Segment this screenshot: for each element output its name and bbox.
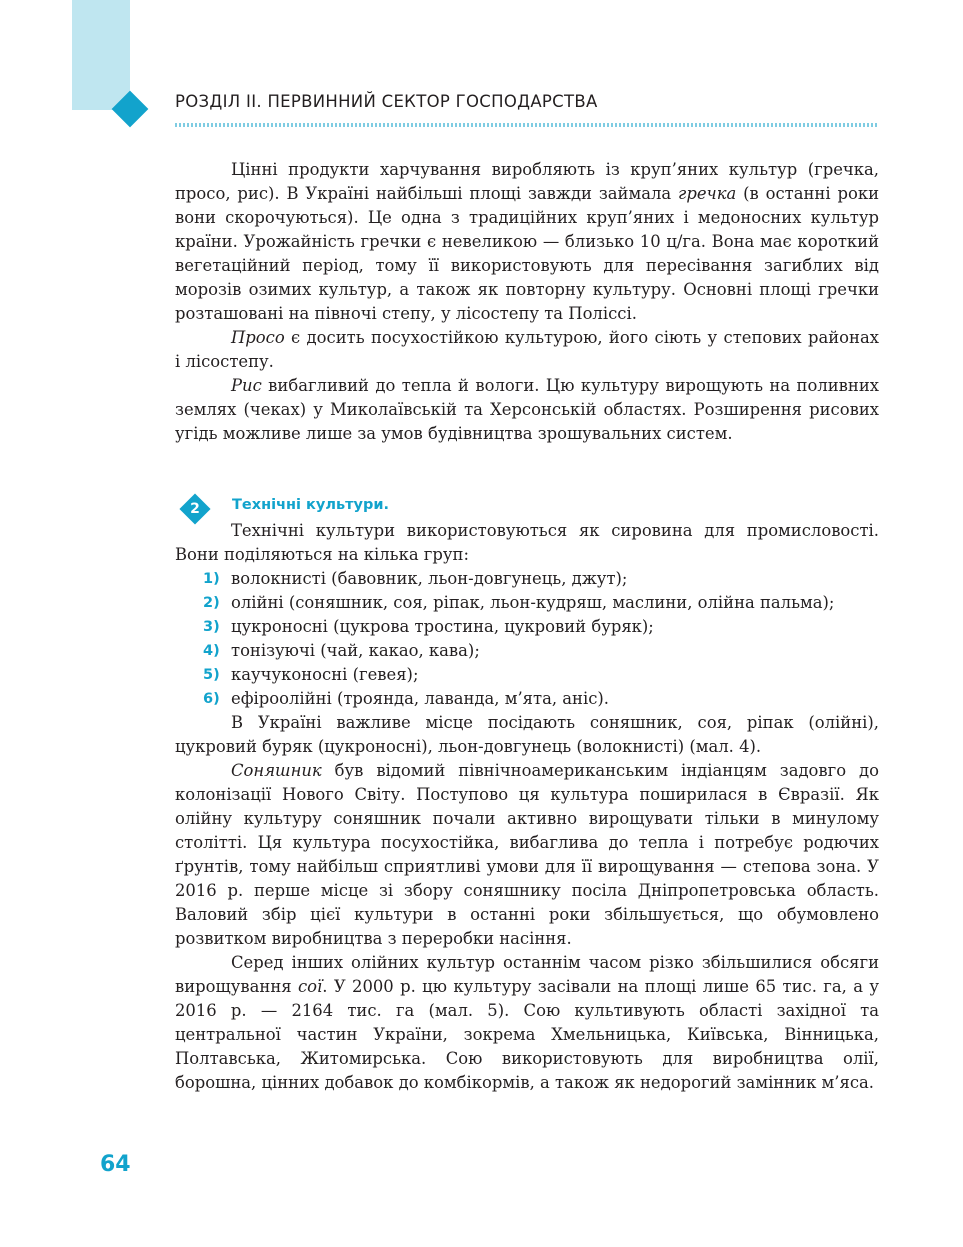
corner-tab-decoration — [72, 0, 130, 110]
text-block-industrial-crops — [175, 519, 879, 1095]
section-title: Технічні культури. — [232, 497, 390, 513]
list-item-text: ефіроолійні (троянда, лаванда, м’ята, аніс). — [231, 689, 610, 708]
term-soy: сої — [297, 977, 323, 996]
header-dotted-rule — [175, 123, 879, 127]
list-number: 1) — [203, 571, 220, 587]
list-number: 5) — [203, 667, 220, 683]
list-item — [175, 567, 879, 591]
list-number: 2) — [203, 595, 220, 611]
text-span: був відомий північноамериканським індіанцям задовго до колонізації Нового Світу. Поступово ця культура поширилася в Євразії. Як олійну культуру соняшник почали активно вирощувати тільки в минулому столітті. Ця культура посухостійка, вибаглива до тепла і потребує родючих ґрунтів, тому найбільш сприятливі умови для її вирощування — степова зона. У 2016 р. перше місце зі збору соняшнику посіла Дніпропетровська область. Валовий збір цієї культури в останні роки збільшується, що обумовлено розвитком виробництва з переробки насіння. — [175, 761, 879, 948]
text-span: Цінні продукти харчування виробляють із круп’яних культур (гречка, просо, рис). В Україні найбільші площі завжди займала — [175, 160, 879, 203]
list-item — [175, 663, 879, 687]
term-buckwheat: гречка — [678, 184, 737, 203]
text-span: є досить посухостійкою культурою, його сіють у степових районах і лісостепу. — [175, 328, 879, 371]
paragraph-soy — [175, 951, 879, 1095]
term-rice: Рис — [231, 376, 262, 395]
paragraph-grains — [175, 158, 879, 326]
section-number: 2 — [190, 501, 200, 517]
list-number: 4) — [203, 643, 220, 659]
term-millet: Просо — [231, 328, 285, 347]
list-item-text: олійні (соняшник, соя, ріпак, льон-кудряш, маслини, олійна пальма); — [231, 593, 835, 612]
paragraph-millet — [175, 326, 879, 374]
chapter-title: РОЗДІЛ ІІ. ПЕРВИННИЙ СЕКТОР ГОСПОДАРСТВА — [175, 92, 598, 111]
list-item — [175, 687, 879, 711]
paragraph-ukraine-crops: В Україні важливе місце посідають соняшник, соя, ріпак (олійні), цукровий буряк (цукроносні), льон-довгунець (волокнисті) (мал. 4). — [175, 713, 879, 756]
text-span: (в останні роки вони скорочуються). Це одна з традиційних круп’яних і медоносних культур країни. Урожайність гречки є невеликою — близько 10 ц/га. Вона має короткий вегетаційний період, тому її використовують для пересівання загиблих від морозів озимих культур, а також як повторну культуру. Основні площі гречки розташовані на півночі степу, у лісостепу та Поліссі. — [175, 184, 879, 323]
paragraph-intro: Технічні культури використовуються як сировина для промисловості. Вони поділяються на кілька груп: — [175, 521, 879, 564]
text-span: вибагливий до тепла й вологи. Цю культуру вирощують на поливних землях (чеках) у Миколаївській та Херсонській областях. Розширення рисових угідь можливе лише за умов будівництва зрошувальних систем. — [175, 376, 879, 443]
paragraph-rice — [175, 374, 879, 446]
crop-groups-list — [175, 567, 879, 711]
list-item-text: тонізуючі (чай, какао, кава); — [231, 641, 480, 660]
list-item — [175, 639, 879, 663]
list-number: 6) — [203, 691, 220, 707]
text-span: Серед інших олійних культур останнім часом різко збільшилися обсяги вирощування — [175, 953, 879, 996]
text-span: . У 2000 р. цю культуру засівали на площі лише 65 тис. га, а у 2016 р. — 2164 тис. га (мал. 5). Сою культивують області західної та центральної частин України, зокрема Хмельницька, Київська, Вінницька, Полтавська, Житомирська. Сою використовують для виробництва олії, борошна, цінних добавок до комбікормів, а також як недорогий замінник м’яса. — [175, 977, 879, 1092]
list-item-text: цукроносні (цукрова тростина, цукровий буряк); — [231, 617, 654, 636]
page-number: 64 — [100, 1152, 131, 1177]
term-sunflower: Соняшник — [231, 761, 322, 780]
text-block-cereals — [175, 158, 879, 446]
list-item-text: каучуконосні (гевея); — [231, 665, 419, 684]
list-number: 3) — [203, 619, 220, 635]
list-item-text: волокнисті (бавовник, льон-довгунець, джут); — [231, 569, 628, 588]
paragraph-sunflower — [175, 759, 879, 951]
list-item — [175, 591, 879, 615]
list-item — [175, 615, 879, 639]
